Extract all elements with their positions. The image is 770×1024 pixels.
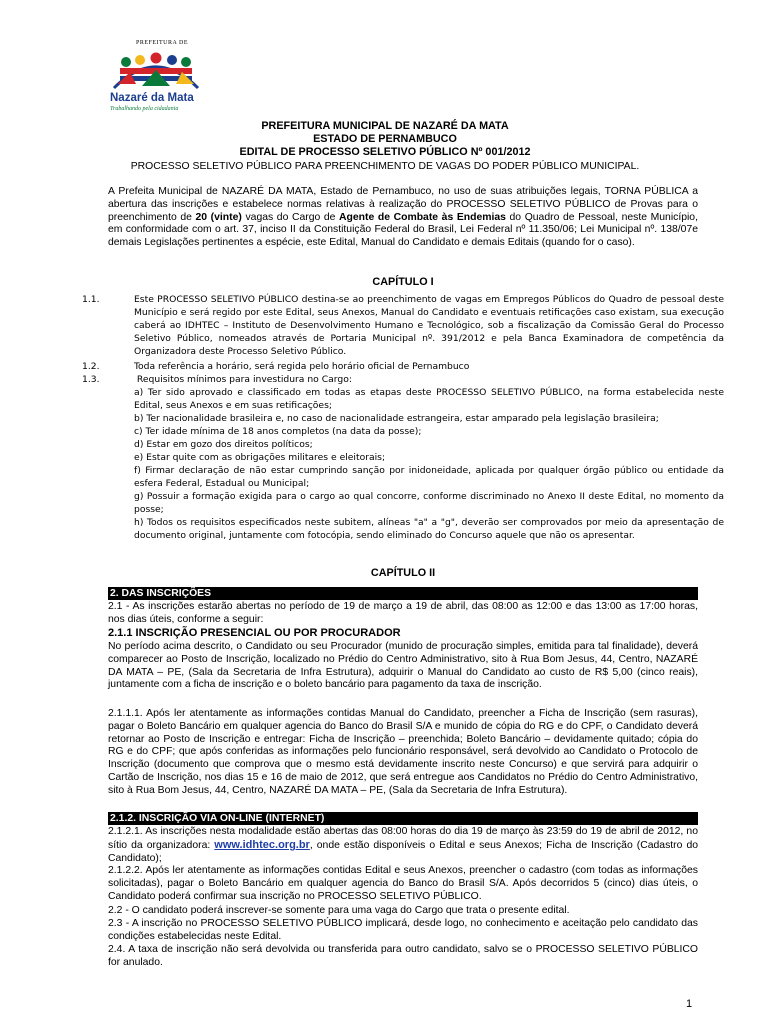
header-line-2: ESTADO DE PERNAMBUCO bbox=[313, 133, 457, 145]
header-line-3: EDITAL DE PROCESSO SELETIVO PÚBLICO Nº 001/2012 bbox=[239, 146, 531, 158]
idhtec-link[interactable]: www.idhtec.org.br bbox=[214, 838, 310, 851]
item-1-3: 1.3. Requisitos mínimos para investidura no Cargo: bbox=[82, 374, 352, 385]
logo-name-text: Nazaré da Mata bbox=[110, 92, 194, 104]
requirement-h: h) Todos os requisitos especificados neste subitem, alíneas "a" a "g", deverão ser comprovados por meio da apresentação de documento original, juntamente com fotocópia, sendo eliminado do Concurso aquele que não os apresentar. bbox=[134, 517, 724, 541]
municipal-logo bbox=[106, 40, 206, 116]
page-number: 1 bbox=[686, 998, 693, 1010]
item-1-1: 1.1. Este PROCESSO SELETIVO PÚBLICO destina-se ao preenchimento de vagas em Empregos Públicos do Quadro de pessoal deste Município e será regido por este Edital, seus Anexos, Manual do Candidato e eventuais retificações caso existam, sua execução caberá ao IDHTEC – Instituto de Desenvolvimento Humano e Tecnológico, sob a fiscalização da Comissão Geral do Processo Seletivo Público, nomeados através de Portaria Municipal nº. 391/2012 e pela Banca Examinadora de competência da Organizadora deste Processo Seletivo Público. bbox=[82, 294, 724, 357]
paragraph-2-1-2-2: 2.1.2.2. Após ler atentamente as informações contidas Edital e seus Anexos, preencher o cadastro (com todas as informações solicitadas), pagar o Boleto Bancário em qualquer agencia do Banco do Brasil S/A. Após decorridos 5 (cinco) dias úteis, o Candidato poderá confirmar sua inscrição no PROCESSO SELETIVO PÚBLICO. bbox=[108, 865, 698, 902]
requirement-b: b) Ter nacionalidade brasileira e, no caso de nacionalidade estrangeira, estar amparado pela legislação brasileira; bbox=[134, 413, 659, 424]
paragraph-2-1-1: No período acima descrito, o Candidato ou seu Procurador (munido de procuração simples, emitida para tal finalidade), deverá comparecer ao Posto de Inscrição, localizado no Prédio do Centro Administrativo, sito à Rua Bom Jesus, 44, Centro, NAZARÉ DA MATA – PE, (Sala da Secretaria de Infra Estrutura), adquirir o Manual do Candidato ao custo de R$ 5,00 (cinco reais), juntamente com a ficha de inscrição e o boleto bancário para pagamento da taxa de inscrição. bbox=[108, 641, 698, 691]
paragraph-2-3: 2.3 - A inscrição no PROCESSO SELETIVO PÚBLICO implicará, desde logo, no conhecimento e aceitação pelo candidato das condições estabelecidas neste Edital. bbox=[108, 918, 698, 942]
item-1-2: 1.2. Toda referência a horário, será regida pelo horário oficial de Pernambuco bbox=[82, 361, 470, 372]
header-line-4: PROCESSO SELETIVO PÚBLICO PARA PREENCHIMENTO DE VAGAS DO PODER PÚBLICO MUNICIPAL. bbox=[130, 161, 640, 172]
section-2-1-2-bar: 2.1.2. INSCRIÇÃO VIA ON-LINE (INTERNET) bbox=[108, 812, 698, 825]
logo-figures-icon bbox=[106, 48, 206, 94]
requirement-a: a) Ter sido aprovado e classificado em todas as etapas deste PROCESSO SELETIVO PÚBLICO, na forma estabelecida neste Edital, seus Anexos e em suas retificações; bbox=[134, 387, 724, 411]
cargo-name: Agente de Combate às Endemias bbox=[339, 211, 506, 223]
section-2-bar: 2. DAS INSCRIÇÕES bbox=[108, 587, 698, 600]
logo-prefeitura-text: PREFEITURA DE bbox=[136, 40, 189, 46]
vagas-count: 20 (vinte) bbox=[195, 211, 242, 223]
requirement-d: d) Estar em gozo dos direitos políticos; bbox=[134, 439, 313, 450]
logo-slogan-text: Trabalhando pela cidadania bbox=[110, 106, 179, 112]
requirement-f: f) Firmar declaração de não estar cumprindo sanção por inidoneidade, aplicada por qualquer órgão público ou entidade da esfera Federal, Estadual ou Municipal; bbox=[134, 465, 724, 489]
intro-paragraph: A Prefeita Municipal de NAZARÉ DA MATA, Estado de Pernambuco, no uso de suas atribuições legais, TORNA PÚBLICA a abertura das inscrições e estabelece normas relativas à realização do PROCESSO SELETIVO PÚBLICO de Provas para o preenchimento de 20 (vinte) vagas do Cargo de Agente de Combate às Endemias do Quadro de Pessoal, neste Município, em conformidade com o art. 37, inciso II da Constituição Federal do Brasil, Lei Federal nº 11.350/06; Lei Municipal nº. 138/07e demais Legislações pertinentes a espécie, este Edital, Manual do Candidato e demais Editais (quando for o caso). bbox=[108, 186, 698, 249]
paragraph-2-4: 2.4. A taxa de inscrição não será devolvida ou transferida para outro candidato, salvo se o PROCESSO SELETIVO PÚBLICO for anulado. bbox=[108, 944, 698, 968]
requirement-c: c) Ter idade mínima de 18 anos completos (na data da posse); bbox=[134, 426, 422, 437]
requirement-g: g) Possuir a formação exigida para o cargo ao qual concorre, conforme discriminado no Anexo II deste Edital, no momento da posse; bbox=[134, 491, 724, 515]
requirement-e: e) Estar quite com as obrigações militares e eleitorais; bbox=[134, 452, 386, 463]
paragraph-2-1: 2.1 - As inscrições estarão abertas no período de 19 de março a 19 de abril, das 08:00 as 12:00 e das 13:00 as 17:00 horas, nos dias úteis, conforme a seguir: bbox=[108, 601, 698, 625]
chapter-2-title: CAPÍTULO II bbox=[370, 567, 436, 579]
paragraph-2-1-1-1: 2.1.1.1. Após ler atentamente as informações contidas Manual do Candidato, preencher a Ficha de Inscrição (sem rasuras), pagar o Boleto Bancário em qualquer agencia do Banco do Brasil S/A e munido de cópia do RG e do CPF, o Candidato deverá retornar ao Posto de Inscrição e entregar: Ficha de Inscrição – preenchida; Boleto Bancário – devidamente quitado; cópia do RG e do CPF; que após conferidas as informações pelo funcionário responsável, será devolvido ao Candidato o Protocolo de Inscrição (documento que comprova que o mesmo está devidamente inscrito neste Concurso) e que servirá para adquirir o Cartão de Inscrição, nos dias 15 e 16 de maio de 2012, que será entregue aos Candidatos no Prédio do Centro Administrativo, sito à Rua Bom Jesus, 44, Centro, NAZARÉ DA MATA – PE, (Sala da Secretaria de Infra Estrutura). bbox=[108, 708, 698, 796]
paragraph-2-2: 2.2 - O candidato poderá inscrever-se somente para uma vaga do Cargo que trata o presente edital. bbox=[108, 905, 570, 916]
subsection-2-1-1-title: 2.1.1 INSCRIÇÃO PRESENCIAL OU POR PROCURADOR bbox=[108, 627, 401, 639]
chapter-1-title: CAPÍTULO I bbox=[372, 276, 434, 288]
header-line-1: PREFEITURA MUNICIPAL DE NAZARÉ DA MATA bbox=[261, 120, 509, 132]
paragraph-2-1-2-1: 2.1.2.1. As inscrições nesta modalidade estão abertas das 08:00 horas do dia 19 de março às 23:59 do 19 de abril de 2012, no sítio da organizadora: www.idhtec.org.br, onde estão disponíveis o Edital e seus Anexos; Ficha de Inscrição (Cadastro do Candidato); bbox=[108, 826, 698, 864]
